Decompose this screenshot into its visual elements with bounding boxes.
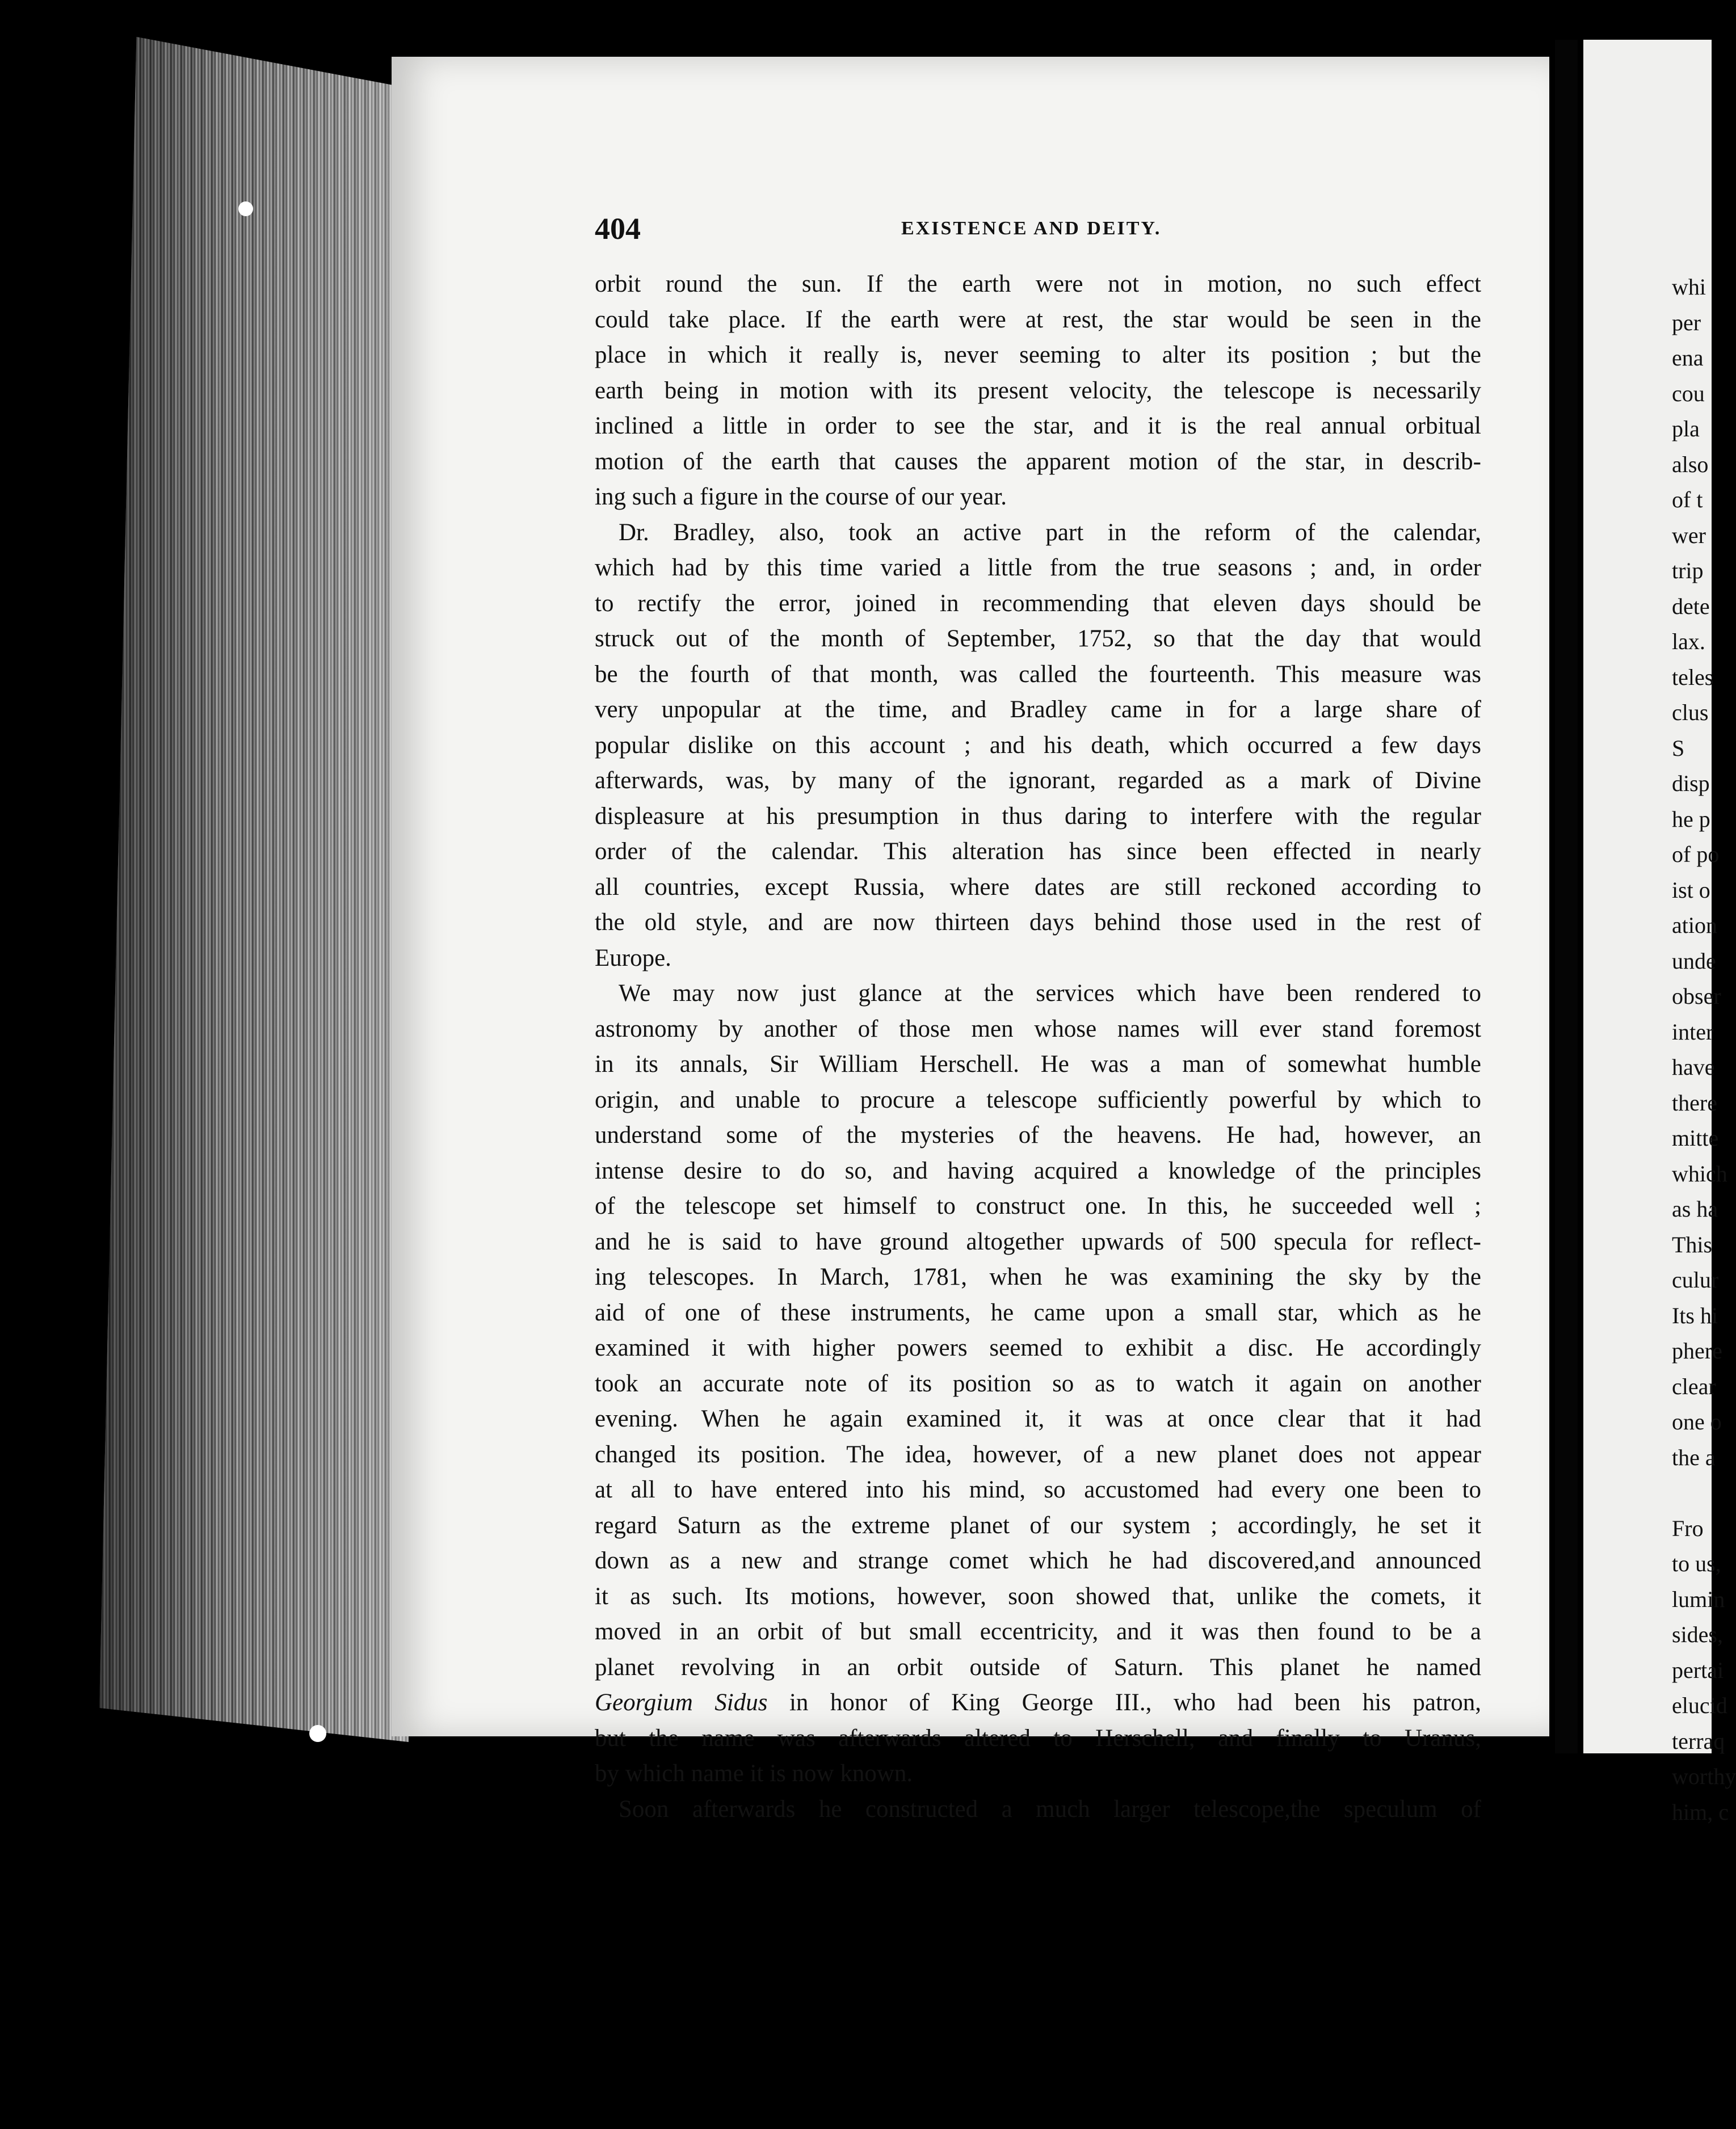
running-head: EXISTENCE AND DEITY. <box>901 218 1162 239</box>
text-line: Dr. Bradley, also, took an active part in the reform of the calendar, <box>619 519 1481 546</box>
fragment-line: clear <box>1672 1373 1716 1399</box>
fragment-line: culur <box>1672 1267 1719 1293</box>
fragment-line: trip <box>1672 558 1704 583</box>
next-page-fragments <box>1672 270 1736 1830</box>
fragment-line: of t <box>1672 487 1703 512</box>
fragment-line <box>1672 1475 1712 1511</box>
fragment-line: Fro <box>1672 1515 1704 1541</box>
text-line: very unpopular at the time, and Bradley came in for a large share of <box>595 696 1481 723</box>
text-line: origin, and unable to procure a telescope sufficiently powerful by which to <box>595 1086 1481 1113</box>
text-line: in its annals, Sir William Herschell. He was a man of somewhat humble <box>595 1051 1481 1078</box>
fragment-line: This <box>1672 1231 1713 1257</box>
fragment-line: inter <box>1672 1019 1714 1045</box>
text-line: all countries, except Russia, where dates are still reckoned according to <box>595 873 1481 901</box>
fragment-line: cou <box>1672 380 1705 406</box>
fragment-line: pla <box>1672 416 1700 441</box>
text-line: orbit round the sun. If the earth were not in motion, no such effect <box>595 271 1481 297</box>
text-line: it as such. Its motions, however, soon showed that, unlike the comets, it <box>595 1583 1481 1610</box>
text-line: which had by this time varied a little from the true seasons ; and, in order <box>595 554 1481 581</box>
text-line: and he is said to have ground altogether upwards of 500 specula for reflect- <box>595 1228 1481 1255</box>
fragment-line: disp <box>1672 771 1710 796</box>
fragment-line: elucid <box>1672 1693 1727 1718</box>
fragment-line: there <box>1672 1089 1717 1116</box>
fragment-line: whi <box>1672 274 1706 300</box>
fragment-line: lax. <box>1672 629 1705 654</box>
text-line: We may now just glance at the services which have been rendered to <box>619 980 1481 1007</box>
text-line: popular dislike on this account ; and his death, which occurred a few days <box>595 731 1481 759</box>
text-line: struck out of the month of September, 1752, so that the day that would <box>595 625 1481 652</box>
text-line: evening. When he again examined it, it was at once clear that it had <box>595 1406 1481 1432</box>
fragment-line: ation <box>1672 912 1717 938</box>
text-line: Europe. <box>595 944 671 971</box>
fragment-line: pertai <box>1672 1657 1724 1683</box>
fragment-line: ist o <box>1672 877 1710 903</box>
text-line: afterwards, was, by many of the ignorant, regarded as a mark of Divine <box>595 767 1481 794</box>
text-line: took an accurate note of its position so as to watch it again on another <box>595 1370 1481 1397</box>
text-line: Soon afterwards he constructed a much larger telescope,the speculum of <box>619 1795 1481 1823</box>
fragment-line: clus <box>1672 700 1709 725</box>
fragment-line: unde <box>1672 948 1716 974</box>
text-line: by which name it is now known. <box>595 1760 913 1787</box>
text-line: inclined a little in order to see the star, and it is the real annual orbitual <box>595 413 1481 439</box>
fragment-line: worthy <box>1672 1764 1736 1789</box>
page-body <box>595 267 1481 1827</box>
fragment-line: ena <box>1672 345 1704 371</box>
italic-phrase: Georgium Sidus <box>595 1689 768 1716</box>
text-line: planet revolving in an orbit outside of Saturn. This planet he named <box>595 1653 1481 1681</box>
text-line: be the fourth of that month, was called the fourteenth. This measure was <box>595 660 1481 688</box>
text-line: displeasure at his presumption in thus daring to interfere with the regular <box>595 802 1481 830</box>
fragment-line: also <box>1672 451 1709 477</box>
text-line: but the name was afterwards altered to Herschell, and finally to Uranus, <box>595 1724 1481 1752</box>
page-header <box>595 211 1480 251</box>
page-number: 404 <box>595 212 641 246</box>
fragment-line: the a <box>1672 1444 1716 1470</box>
text-line: to rectify the error, joined in recommending that eleven days should be <box>595 590 1481 617</box>
page-edges <box>99 37 409 1742</box>
fragment-line: lumin <box>1672 1586 1725 1612</box>
fragment-line: per <box>1672 309 1701 335</box>
paper-speck <box>309 1725 326 1742</box>
fragment-line: terraq <box>1672 1728 1725 1754</box>
text-line: Georgium Sidus in honor of King George III., who had been his patron, <box>595 1689 1481 1716</box>
text-line: motion of the earth that causes the apparent motion of the star, in describ- <box>595 448 1481 475</box>
fragment-line: have <box>1672 1054 1715 1080</box>
fragment-line: of po <box>1672 841 1720 867</box>
text-line: at all to have entered into his mind, so accustomed had every one been to <box>595 1476 1481 1503</box>
text-line: understand some of the mysteries of the heavens. He had, however, an <box>595 1122 1481 1148</box>
fragment-line: obser <box>1672 983 1721 1009</box>
fragment-line: he p <box>1672 806 1710 832</box>
fragment-line: to us, <box>1672 1551 1721 1576</box>
text-line: aid of one of these instruments, he came upon a small star, which as he <box>595 1299 1481 1326</box>
paper-speck <box>238 201 253 216</box>
text-line: regard Saturn as the extreme planet of our system ; accordingly, he set it <box>595 1512 1481 1539</box>
fragment-line: wer <box>1672 522 1706 548</box>
fragment-line: one o <box>1672 1409 1722 1434</box>
text-line: intense desire to do so, and having acquired a knowledge of the principles <box>595 1157 1481 1184</box>
text-line: down as a new and strange comet which he had discovered,and announced <box>595 1547 1481 1574</box>
text-line: ing telescopes. In March, 1781, when he was examining the sky by the <box>595 1264 1481 1290</box>
fragment-line: as ha <box>1672 1196 1718 1222</box>
text-line: order of the calendar. This alteration has since been effected in nearly <box>595 838 1481 865</box>
text-line: earth being in motion with its present velocity, the telescope is necessarily <box>595 377 1481 404</box>
fragment-line: him, c <box>1672 1799 1729 1825</box>
text-line: changed its position. The idea, however, of a new planet does not appear <box>595 1441 1481 1468</box>
fragment-line: phere <box>1672 1338 1722 1364</box>
fragment-line: teles <box>1672 664 1714 690</box>
fragment-line: sides, <box>1672 1622 1723 1647</box>
fragment-line: mitte <box>1672 1125 1719 1151</box>
fragment-line: dete <box>1672 593 1710 619</box>
text-line: examined it with higher powers seemed to exhibit a disc. He accordingly <box>595 1335 1481 1361</box>
text-line: ing such a figure in the course of our year. <box>595 483 1007 510</box>
text-line: could take place. If the earth were at rest, the star would be seen in the <box>595 306 1481 333</box>
text-line: place in which it really is, never seeming to alter its position ; but the <box>595 342 1481 368</box>
book-gutter <box>1555 40 1578 1753</box>
text-line: astronomy by another of those men whose names will ever stand foremost <box>595 1015 1481 1042</box>
text-line: the old style, and are now thirteen days behind those used in the rest of <box>595 909 1481 936</box>
fragment-line: Its hi <box>1672 1302 1718 1328</box>
fragment-line: S <box>1672 735 1685 761</box>
fragment-line: which <box>1672 1160 1727 1186</box>
text-line: moved in an orbit of but small eccentricity, and it was then found to be a <box>595 1618 1481 1645</box>
text-line: of the telescope set himself to construct one. In this, he succeeded well ; <box>595 1193 1481 1219</box>
